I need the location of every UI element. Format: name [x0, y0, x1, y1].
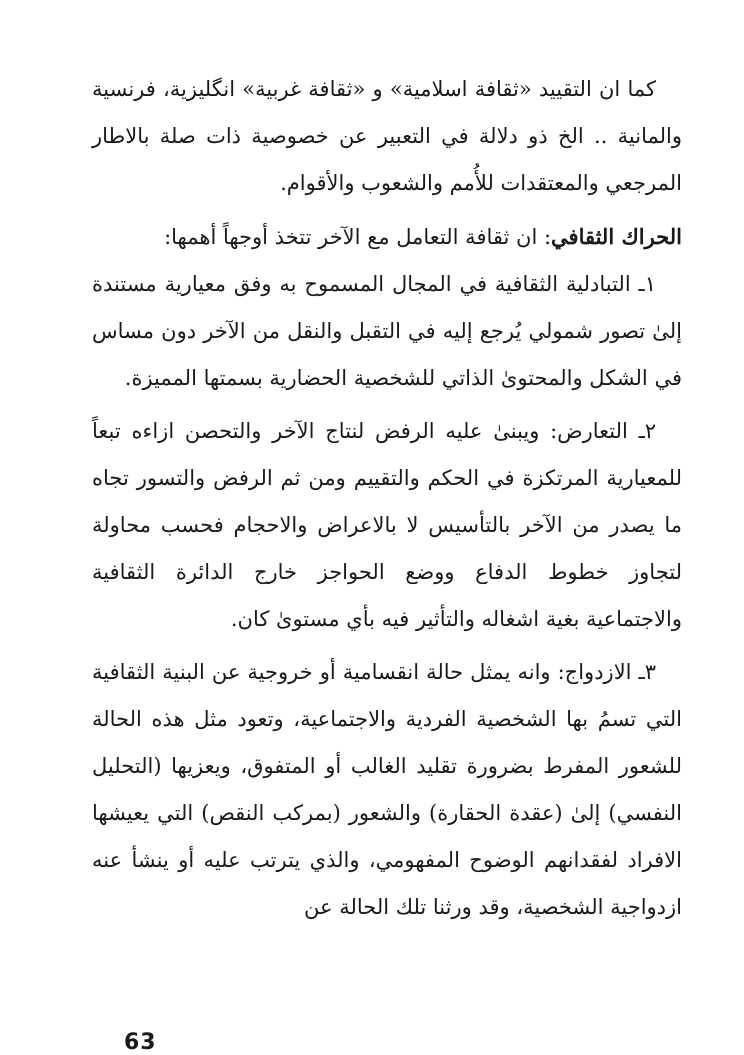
page-number: 63: [124, 1030, 157, 1055]
paragraph-cultural-qualifiers: كما ان التقييد «ثقافة اسلامية» و «ثقافة غربية» انگليزية، فرنسية والمانية .. الخ ذو دلالة في التعبير عن خصوصية ذات صلة بالاطار المرجعي والمعتقدات للأُمم والشعوب والأقوام.: [92, 77, 682, 195]
paragraph-item-2-opposition: ٢ـ التعارض: ويبنىٰ عليه الرفض لنتاج الآخر والتحصن ازاءه تبعاً للمعيارية المرتكزة في الحكم والتقييم ومن ثم الرفض والتسور تجاه ما يصدر من الآخر بالتأسيس لا بالاعراض والاحجام فحسب محاولة لتجاوز خطوط الدفاع ووضع الحواجز خارج الدائرة الثقافية والاجتماعية بغية اشغاله والتأثير فيه بأي مستوىٰ كان.: [92, 419, 682, 631]
paragraph-item-3-duality: ٣ـ الازدواج: وانه يمثل حالة انقسامية أو خروجية عن البنية الثقافية التي تسمُ بها الشخصية الفردية والاجتماعية، وتعود مثل هذه الحالة للشعور المفرط بضرورة تقليد الغالب أو المتفوق، ويعزيها (التحليل النفسي) إلىٰ (عقدة الحقارة) والشعور (بمركب النقص) التي يعيشها الافراد لفقدانهم الوضوح المفهومي، والذي يترتب عليه أو ينشأ عنه ازدواجية الشخصية، وقد ورثنا تلك الحالة عن: [92, 660, 682, 919]
term-cultural-movement: الحراك الثقافي: [551, 224, 682, 249]
paragraph-cultural-movement-text: : ان ثقافة التعامل مع الآخر تتخذ أوجهاً أهمها:: [164, 225, 552, 249]
paragraph-item-1-exchange: ١ـ التبادلية الثقافية في المجال المسموح به وفق معيارية مستندة إلىٰ تصور شمولي يُرجع إليه في التقبل والنقل من الآخر دون مساس في الشكل والمحتوىٰ الذاتي للشخصية الحضارية بسمتها المميزة.: [92, 272, 682, 390]
paragraph-cultural-movement: [92, 213, 682, 261]
body-text: [92, 66, 682, 931]
